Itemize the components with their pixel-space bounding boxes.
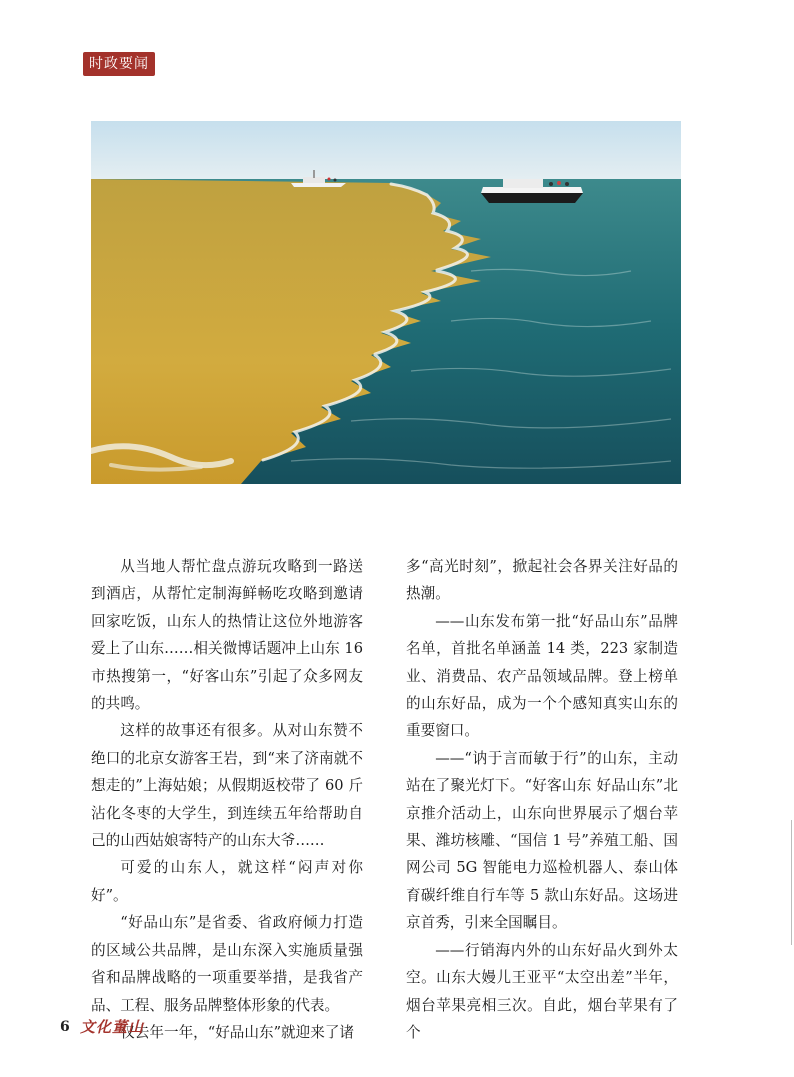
paragraph: 多“高光时刻”，掀起社会各界关注好品的热潮。 (406, 558, 678, 603)
page-number: 6 (60, 1019, 70, 1035)
paragraph: “好品山东”是省委、省政府倾力打造的区域公共品牌，是山东深入实施质量强省和品牌战略的一项重要举措，是我省产品、工程、服务品牌整体形象的代表。 (91, 914, 363, 1014)
yellow-blue-water-boundary-image (91, 121, 681, 484)
article-column-left (91, 553, 363, 1046)
sky (91, 121, 681, 183)
paragraph: ——山东发布第一批“好品山东”品牌名单，首批名单涵盖 14 类，223 家制造业、消费品、农产品领域品牌。登上榜单的山东好品，成为一个个感知真实山东的重要窗口。 (406, 612, 678, 740)
section-label: 时政要闻 (83, 52, 155, 76)
paragraph: 仅去年一年，“好品山东”就迎来了诸 (120, 1023, 355, 1041)
article-photo (91, 121, 681, 484)
paragraph: 可爱的山东人，就这样“闷声对你好”。 (91, 859, 363, 904)
paragraph: 从当地人帮忙盘点游玩攻略到一路送到酒店，从帮忙定制海鲜畅吃攻略到邀请回家吃饭，山东人的热情让这位外地游客爱上了山东……相关微博话题冲上山东 16 市热搜第一，“好客山东”引起了众多网友的共鸣。 (91, 558, 363, 713)
magazine-logo: 文化董山 (80, 1018, 145, 1036)
paragraph: 这样的故事还有很多。从对山东赞不绝口的北京女游客王岩，到“来了济南就不想走的”上海姑娘；从假期返校带了 60 斤沾化冬枣的大学生，到连续五年给帮助自己的山西姑娘寄特产的山东大爷…… (91, 722, 363, 850)
paragraph: ——“讷于言而敏于行”的山东，主动站在了聚光灯下。“好客山东 好品山东”北京推介活动上，山东向世界展示了烟台苹果、潍坊核雕、“国信 1 号”养殖工船、国网公司 5G 智能电力巡检机器人、泰山体育碳纤维自行车等 5 款山东好品。这场进京首秀，引来全国瞩目。 (406, 749, 678, 932)
article-column-right (406, 553, 678, 1046)
page-edge-divider (791, 820, 792, 945)
paragraph: ——行销海内外的山东好品火到外太空。山东大嫚儿王亚平“太空出差”半年，烟台苹果亮相三次。自此，烟台苹果有了个 (406, 941, 678, 1041)
